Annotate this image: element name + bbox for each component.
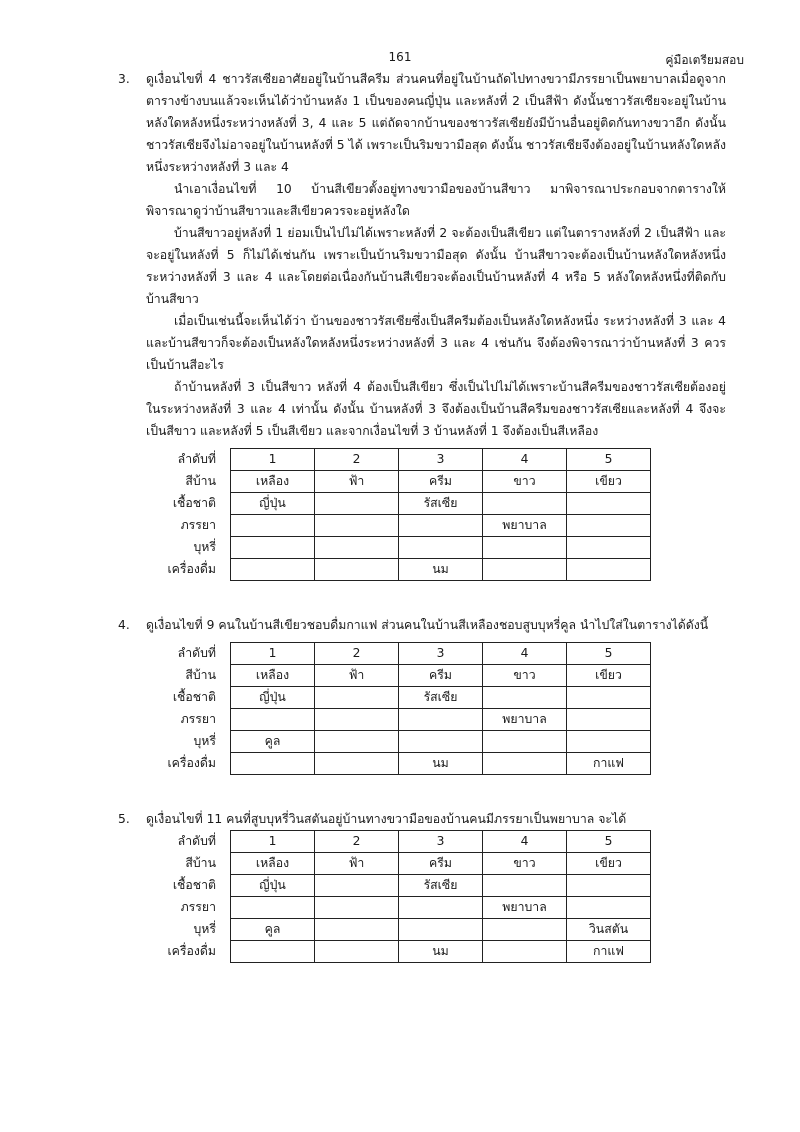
table-row (231, 643, 651, 665)
table-cell (399, 919, 483, 941)
row-label: เชื้อชาติ (172, 690, 216, 704)
table-cell (567, 897, 651, 919)
table-row (231, 831, 651, 853)
table-cell (315, 875, 399, 897)
grid-table (230, 830, 651, 963)
page-number: 161 (388, 50, 412, 64)
table-cell: พยาบาล (483, 709, 567, 731)
table-cell (315, 753, 399, 775)
table-cell: 4 (483, 449, 567, 471)
item-3 (118, 68, 726, 442)
table-row (231, 731, 651, 753)
row-label: ภรรยา (180, 900, 216, 914)
item-5 (118, 808, 726, 830)
table-cell (483, 493, 567, 515)
table-cell: 5 (567, 831, 651, 853)
table-cell: ญี่ปุ่น (231, 493, 315, 515)
paragraph: ดูเงื่อนไขที่ 9 คนในบ้านสีเขียวชอบดื่มกาแฟ ส่วนคนในบ้านสีเหลืองชอบสูบบุหรี่คูล นำไปใส่ในตารางได้ดังนี้ (146, 618, 709, 632)
table-cell: 4 (483, 831, 567, 853)
paragraph: ถ้าบ้านหลังที่ 3 เป็นสีขาว หลังที่ 4 ต้องเป็นสีเขียว ซึ่งเป็นไปไม่ได้เพราะบ้านสีครีมของชาวรัสเซียต้องอยู่ในระหว่างหลังที่ 3 และ 4 เท่านั้น ดังนั้น บ้านหลังที่ 3 จึงต้องเป็นบ้านสีครีมของชาวรัสเซียและหลังที่ 4 จึงจะเป็นสีขาว และหลังที่ 5 เป็นสีเขียว และจากเงื่อนไขที่ 3 บ้านหลังที่ 1 จึงต้องเป็นสีเหลือง (146, 380, 726, 438)
table-cell (567, 493, 651, 515)
table-cell: รัสเซีย (399, 875, 483, 897)
table-cell: 2 (315, 831, 399, 853)
table-cell: 3 (399, 643, 483, 665)
table-cell (315, 897, 399, 919)
table-row (231, 875, 651, 897)
table-row (231, 919, 651, 941)
table-row (231, 687, 651, 709)
table-cell (231, 559, 315, 581)
table-cell (231, 709, 315, 731)
paragraph: เมื่อเป็นเช่นนี้จะเห็นได้ว่า บ้านของชาวรัสเซียซึ่งเป็นสีครีมต้องเป็นหลังใดหลังหนึ่ง ระหว่างหลังที่ 3 และ 4 และบ้านสีขาวก็จะต้องเป็นหลังใดหลังหนึ่งระหว่างหลังที่ 3 และ 4 เช่นกัน จึงต้องพิจารณาว่าบ้านหลังที่ 3 ควรเป็นบ้านสีอะไร (146, 314, 726, 372)
table-cell (567, 515, 651, 537)
row-label: สีบ้าน (185, 856, 216, 870)
table-cell (483, 875, 567, 897)
table-cell: ขาว (483, 665, 567, 687)
table-cell: 5 (567, 449, 651, 471)
row-label: สีบ้าน (185, 474, 216, 488)
table-row (231, 709, 651, 731)
table-cell: 1 (231, 449, 315, 471)
paragraph: นำเอาเงื่อนไขที่ 10 บ้านสีเขียวตั้งอยู่ทางขวามือของบ้านสีขาว มาพิจารณาประกอบจากตารางให้พิจารณาดูว่าบ้านสีขาวและสีเขียวควรจะอยู่หลังใด (146, 182, 726, 218)
table-cell: วินสตัน (567, 919, 651, 941)
table-cell (315, 515, 399, 537)
row-label: เครื่องดื่ม (167, 944, 216, 958)
table-row (231, 515, 651, 537)
row-label: ลำดับที่ (177, 834, 216, 848)
table-cell (399, 709, 483, 731)
table-cell: ขาว (483, 853, 567, 875)
table-cell (567, 559, 651, 581)
table-cell: ญี่ปุ่น (231, 875, 315, 897)
table-cell (567, 687, 651, 709)
table-row (231, 853, 651, 875)
table-cell: กาแฟ (567, 941, 651, 963)
item-4 (118, 614, 726, 636)
table-cell (483, 941, 567, 963)
book-title: คู่มือเตรียมสอบ (665, 53, 744, 67)
table-cell (231, 941, 315, 963)
table-cell (483, 559, 567, 581)
row-label: ลำดับที่ (177, 452, 216, 466)
table-cell: 3 (399, 831, 483, 853)
item-number: 5. (118, 812, 130, 826)
table-row (231, 493, 651, 515)
table-cell (315, 709, 399, 731)
grid-table (230, 642, 651, 775)
row-label: ภรรยา (180, 712, 216, 726)
table-cell: ฟ้า (315, 471, 399, 493)
table-cell: นม (399, 559, 483, 581)
table-cell (315, 537, 399, 559)
table-row (231, 471, 651, 493)
table-cell: เหลือง (231, 471, 315, 493)
row-label: เชื้อชาติ (172, 496, 216, 510)
row-labels (118, 448, 216, 580)
row-label: บุหรี่ (193, 540, 216, 554)
table-cell: คูล (231, 731, 315, 753)
row-label: สีบ้าน (185, 668, 216, 682)
grid-table (230, 448, 651, 581)
table-cell: รัสเซีย (399, 493, 483, 515)
paragraph: ดูเงื่อนไขที่ 4 ชาวรัสเซียอาศัยอยู่ในบ้านสีครีม ส่วนคนที่อยู่ในบ้านถัดไปทางขวามีภรรยาเป็นพยาบาลเมื่อดูจากตารางข้างบนแล้วจะเห็นได้ว่าบ้านหลัง 1 เป็นของคนญี่ปุ่น และหลังที่ 2 เป็นสีฟ้า ดังนั้นชาวรัสเซียจะอยู่ในบ้านหลังใดหลังหนึ่งระหว่างหลังที่ 3, 4 และ 5 แต่ถัดจากบ้านของชาวรัสเซียยังมีบ้านอื่นอยู่ติดกันทางขวาอีก ดังนั้น ชาวรัสเซียจึงไม่อาจอยู่ในบ้านหลังที่ 5 ได้ เพราะเป็นริมขวามือสุด ดังนั้น ชาวรัสเซียจึงต้องอยู่ในบ้านหลังใดหลังหนึ่งระหว่างหลังที่ 3 และ 4 (146, 72, 726, 174)
table-row (231, 665, 651, 687)
table-cell: ขาว (483, 471, 567, 493)
table-cell: กาแฟ (567, 753, 651, 775)
table-cell: 2 (315, 449, 399, 471)
row-label: ลำดับที่ (177, 646, 216, 660)
table-cell: เขียว (567, 471, 651, 493)
table-cell (483, 753, 567, 775)
table-cell: นม (399, 753, 483, 775)
table-row (231, 897, 651, 919)
table-cell (399, 731, 483, 753)
house-table-3 (118, 830, 726, 970)
table-cell: พยาบาล (483, 515, 567, 537)
table-cell (315, 919, 399, 941)
table-cell: 2 (315, 643, 399, 665)
row-label: บุหรี่ (193, 734, 216, 748)
item-number: 3. (118, 72, 130, 86)
table-cell: ครีม (399, 665, 483, 687)
table-row (231, 559, 651, 581)
table-cell: 1 (231, 643, 315, 665)
row-label: บุหรี่ (193, 922, 216, 936)
row-labels (118, 830, 216, 962)
table-cell: ครีม (399, 853, 483, 875)
table-cell (567, 875, 651, 897)
table-cell: รัสเซีย (399, 687, 483, 709)
content (118, 68, 726, 970)
paragraph: ดูเงื่อนไขที่ 11 คนที่สูบบุหรี่วินสตันอยู่บ้านทางขวามือของบ้านคนมีภรรยาเป็นพยาบาล จะได้ (146, 812, 627, 826)
table-cell (399, 897, 483, 919)
table-cell (483, 919, 567, 941)
table-cell: คูล (231, 919, 315, 941)
table-cell: 1 (231, 831, 315, 853)
table-cell (315, 731, 399, 753)
table-cell (483, 731, 567, 753)
table-cell (231, 515, 315, 537)
table-cell: ฟ้า (315, 665, 399, 687)
table-row (231, 941, 651, 963)
row-label: เครื่องดื่ม (167, 562, 216, 576)
table-cell (567, 709, 651, 731)
house-table-2 (118, 642, 726, 782)
table-cell (315, 687, 399, 709)
table-row (231, 449, 651, 471)
table-row (231, 753, 651, 775)
table-cell (315, 559, 399, 581)
table-cell (231, 897, 315, 919)
row-labels (118, 642, 216, 774)
row-label: เครื่องดื่ม (167, 756, 216, 770)
table-cell: เขียว (567, 665, 651, 687)
table-row (231, 537, 651, 559)
table-cell (231, 537, 315, 559)
row-label: เชื้อชาติ (172, 878, 216, 892)
table-cell: ฟ้า (315, 853, 399, 875)
table-cell (231, 753, 315, 775)
row-label: ภรรยา (180, 518, 216, 532)
table-cell: เขียว (567, 853, 651, 875)
table-cell (315, 493, 399, 515)
table-cell: เหลือง (231, 853, 315, 875)
table-cell: เหลือง (231, 665, 315, 687)
paragraph: บ้านสีขาวอยู่หลังที่ 1 ย่อมเป็นไปไม่ได้เพราะหลังที่ 2 จะต้องเป็นสีเขียว แต่ในตารางหลังที่ 2 เป็นสีฟ้า และจะอยู่ในหลังที่ 5 ก็ไม่ได้เช่นกัน เพราะเป็นบ้านริมขวามือสุด ดังนั้น บ้านสีขาวจะต้องเป็นบ้านหลังใดหลังหนึ่ง ระหว่างหลังที่ 3 และ 4 และโดยต่อเนื่องกันบ้านสีเขียวจะต้องเป็นบ้านหลังที่ 4 หรือ 5 หลังใดหลังหนึ่งที่ติดกับบ้านสีขาว (146, 226, 726, 306)
table-cell: ญี่ปุ่น (231, 687, 315, 709)
table-cell: 3 (399, 449, 483, 471)
table-cell: ครีม (399, 471, 483, 493)
table-cell (483, 687, 567, 709)
item-number: 4. (118, 618, 130, 632)
table-cell: 4 (483, 643, 567, 665)
table-cell (567, 537, 651, 559)
table-cell (567, 731, 651, 753)
house-table-1 (118, 448, 726, 588)
table-cell: 5 (567, 643, 651, 665)
table-cell (483, 537, 567, 559)
table-cell: นม (399, 941, 483, 963)
table-cell (399, 515, 483, 537)
table-cell (315, 941, 399, 963)
table-cell: พยาบาล (483, 897, 567, 919)
table-cell (399, 537, 483, 559)
